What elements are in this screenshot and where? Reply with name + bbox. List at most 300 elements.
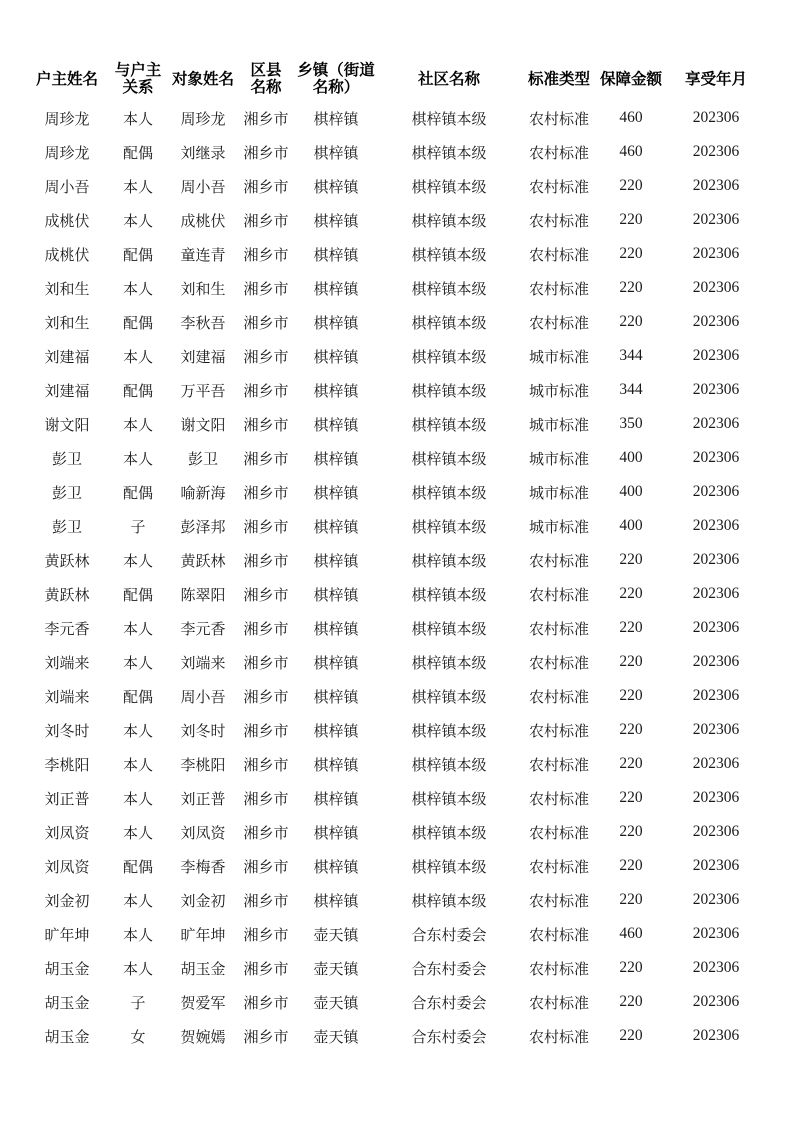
- cell-relation: 本人: [122, 925, 153, 944]
- cell-relation: 女: [130, 1027, 146, 1046]
- header-community-label: 社区名称: [417, 69, 480, 88]
- table-row: [28, 305, 766, 339]
- cell-community: 棋梓镇本级: [411, 517, 487, 536]
- cell-community: 棋梓镇本级: [411, 721, 487, 740]
- cell-period: 202306: [692, 483, 740, 500]
- cell-county: 湘乡市: [243, 177, 289, 196]
- cell-standard-type: 农村标准: [528, 211, 589, 230]
- cell-period: 202306: [692, 891, 740, 908]
- cell-township: 壶天镇: [313, 993, 359, 1012]
- cell-amount: 220: [619, 211, 643, 228]
- cell-community: 棋梓镇本级: [411, 245, 487, 264]
- cell-county: 湘乡市: [243, 347, 289, 366]
- cell-amount: 344: [619, 347, 643, 364]
- cell-relation: 本人: [122, 823, 153, 842]
- cell-standard-type: 农村标准: [528, 857, 589, 876]
- cell-community: 棋梓镇本级: [411, 755, 487, 774]
- cell-community: 棋梓镇本级: [411, 823, 487, 842]
- table-row: [28, 951, 766, 985]
- table-row: [28, 849, 766, 883]
- cell-standard-type: 农村标准: [528, 109, 589, 128]
- cell-township: 棋梓镇: [313, 823, 359, 842]
- cell-community: 合东村委会: [411, 925, 487, 944]
- cell-standard-type: 农村标准: [528, 891, 589, 910]
- cell-amount: 220: [619, 755, 643, 772]
- cell-township: 棋梓镇: [313, 415, 359, 434]
- header-relation: [106, 57, 170, 101]
- cell-standard-type: 城市标准: [528, 483, 589, 502]
- cell-county: 湘乡市: [243, 959, 289, 978]
- cell-amount: 220: [619, 551, 643, 568]
- cell-township: 棋梓镇: [313, 687, 359, 706]
- cell-relation: 本人: [122, 653, 153, 672]
- cell-householder-name: 刘建福: [44, 347, 90, 366]
- cell-township: 棋梓镇: [313, 177, 359, 196]
- table-row: [28, 815, 766, 849]
- table-row: [28, 441, 766, 475]
- cell-householder-name: 刘凤资: [44, 857, 90, 876]
- cell-community: 棋梓镇本级: [411, 381, 487, 400]
- cell-recipient-name: 喻新海: [180, 483, 226, 502]
- cell-householder-name: 彭卫: [51, 517, 82, 536]
- cell-standard-type: 农村标准: [528, 721, 589, 740]
- cell-township: 棋梓镇: [313, 449, 359, 468]
- cell-community: 棋梓镇本级: [411, 857, 487, 876]
- cell-amount: 400: [619, 449, 643, 466]
- header-period-label: 享受年月: [684, 69, 747, 88]
- cell-township: 棋梓镇: [313, 789, 359, 808]
- cell-community: 棋梓镇本级: [411, 687, 487, 706]
- cell-township: 棋梓镇: [313, 279, 359, 298]
- cell-county: 湘乡市: [243, 483, 289, 502]
- cell-county: 湘乡市: [243, 211, 289, 230]
- cell-community: 棋梓镇本级: [411, 279, 487, 298]
- cell-standard-type: 城市标准: [528, 415, 589, 434]
- cell-period: 202306: [692, 517, 740, 534]
- header-county: [236, 57, 296, 101]
- cell-standard-type: 农村标准: [528, 245, 589, 264]
- cell-county: 湘乡市: [243, 585, 289, 604]
- table-row: [28, 781, 766, 815]
- table-row: [28, 203, 766, 237]
- cell-standard-type: 农村标准: [528, 959, 589, 978]
- cell-period: 202306: [692, 789, 740, 806]
- header-community: [376, 57, 522, 101]
- cell-amount: 220: [619, 891, 643, 908]
- cell-amount: 220: [619, 279, 643, 296]
- cell-county: 湘乡市: [243, 619, 289, 638]
- cell-recipient-name: 周珍龙: [180, 109, 226, 128]
- cell-township: 壶天镇: [313, 1027, 359, 1046]
- cell-community: 棋梓镇本级: [411, 211, 487, 230]
- header-period: [666, 57, 766, 101]
- cell-township: 壶天镇: [313, 959, 359, 978]
- cell-relation: 本人: [122, 109, 153, 128]
- cell-householder-name: 刘建福: [44, 381, 90, 400]
- cell-standard-type: 农村标准: [528, 653, 589, 672]
- table-row: [28, 373, 766, 407]
- cell-community: 棋梓镇本级: [411, 891, 487, 910]
- header-amount-label: 保障金额: [599, 69, 662, 88]
- cell-county: 湘乡市: [243, 721, 289, 740]
- cell-township: 棋梓镇: [313, 755, 359, 774]
- cell-householder-name: 胡玉金: [44, 959, 90, 978]
- table-row: [28, 985, 766, 1019]
- cell-relation: 本人: [122, 789, 153, 808]
- cell-relation: 本人: [122, 551, 153, 570]
- cell-amount: 220: [619, 653, 643, 670]
- cell-period: 202306: [692, 381, 740, 398]
- cell-recipient-name: 刘凤资: [180, 823, 226, 842]
- cell-amount: 220: [619, 721, 643, 738]
- cell-standard-type: 农村标准: [528, 823, 589, 842]
- cell-period: 202306: [692, 925, 740, 942]
- table-row: [28, 543, 766, 577]
- cell-householder-name: 胡玉金: [44, 993, 90, 1012]
- cell-period: 202306: [692, 415, 740, 432]
- cell-relation: 配偶: [122, 585, 153, 604]
- cell-standard-type: 农村标准: [528, 755, 589, 774]
- cell-county: 湘乡市: [243, 551, 289, 570]
- table-row: [28, 577, 766, 611]
- cell-recipient-name: 刘正普: [180, 789, 226, 808]
- cell-township: 壶天镇: [313, 925, 359, 944]
- cell-amount: 220: [619, 857, 643, 874]
- cell-recipient-name: 刘端来: [180, 653, 226, 672]
- cell-recipient-name: 李元香: [180, 619, 226, 638]
- cell-township: 棋梓镇: [313, 313, 359, 332]
- table-row: [28, 747, 766, 781]
- cell-township: 棋梓镇: [313, 143, 359, 162]
- table-row: [28, 271, 766, 305]
- cell-amount: 400: [619, 517, 643, 534]
- cell-community: 合东村委会: [411, 959, 487, 978]
- cell-recipient-name: 李梅香: [180, 857, 226, 876]
- cell-county: 湘乡市: [243, 245, 289, 264]
- cell-standard-type: 城市标准: [528, 347, 589, 366]
- table-row: [28, 1019, 766, 1053]
- cell-recipient-name: 万平吾: [180, 381, 226, 400]
- cell-recipient-name: 彭卫: [187, 449, 218, 468]
- cell-recipient-name: 谢文阳: [180, 415, 226, 434]
- cell-community: 合东村委会: [411, 993, 487, 1012]
- cell-relation: 配偶: [122, 245, 153, 264]
- table-header: [28, 57, 766, 101]
- cell-county: 湘乡市: [243, 993, 289, 1012]
- header-township-label: 乡镇（街道 名称）: [297, 61, 375, 96]
- cell-county: 湘乡市: [243, 313, 289, 332]
- cell-county: 湘乡市: [243, 517, 289, 536]
- cell-relation: 本人: [122, 755, 153, 774]
- cell-householder-name: 成桃伏: [44, 245, 90, 264]
- cell-township: 棋梓镇: [313, 381, 359, 400]
- cell-community: 棋梓镇本级: [411, 449, 487, 468]
- cell-community: 棋梓镇本级: [411, 619, 487, 638]
- table-row: [28, 509, 766, 543]
- cell-recipient-name: 刘冬时: [180, 721, 226, 740]
- cell-recipient-name: 刘和生: [180, 279, 226, 298]
- cell-period: 202306: [692, 857, 740, 874]
- cell-amount: 220: [619, 1027, 643, 1044]
- cell-township: 棋梓镇: [313, 891, 359, 910]
- cell-period: 202306: [692, 993, 740, 1010]
- cell-township: 棋梓镇: [313, 347, 359, 366]
- cell-relation: 配偶: [122, 857, 153, 876]
- cell-amount: 220: [619, 687, 643, 704]
- cell-standard-type: 农村标准: [528, 313, 589, 332]
- table-row: [28, 135, 766, 169]
- cell-period: 202306: [692, 449, 740, 466]
- table-row: [28, 407, 766, 441]
- table-row: [28, 101, 766, 135]
- cell-householder-name: 刘端来: [44, 653, 90, 672]
- cell-county: 湘乡市: [243, 823, 289, 842]
- cell-period: 202306: [692, 347, 740, 364]
- cell-relation: 本人: [122, 211, 153, 230]
- cell-period: 202306: [692, 755, 740, 772]
- cell-period: 202306: [692, 143, 740, 160]
- cell-community: 棋梓镇本级: [411, 551, 487, 570]
- cell-period: 202306: [692, 619, 740, 636]
- cell-period: 202306: [692, 959, 740, 976]
- cell-township: 棋梓镇: [313, 211, 359, 230]
- cell-county: 湘乡市: [243, 109, 289, 128]
- cell-community: 棋梓镇本级: [411, 585, 487, 604]
- cell-community: 棋梓镇本级: [411, 347, 487, 366]
- cell-amount: 460: [619, 925, 643, 942]
- cell-standard-type: 农村标准: [528, 619, 589, 638]
- cell-recipient-name: 成桃伏: [180, 211, 226, 230]
- cell-relation: 子: [130, 993, 146, 1012]
- cell-county: 湘乡市: [243, 143, 289, 162]
- cell-recipient-name: 刘继录: [180, 143, 226, 162]
- cell-county: 湘乡市: [243, 755, 289, 774]
- cell-standard-type: 城市标准: [528, 449, 589, 468]
- cell-relation: 本人: [122, 177, 153, 196]
- cell-householder-name: 刘端来: [44, 687, 90, 706]
- cell-county: 湘乡市: [243, 891, 289, 910]
- cell-county: 湘乡市: [243, 1027, 289, 1046]
- cell-relation: 配偶: [122, 313, 153, 332]
- cell-amount: 460: [619, 143, 643, 160]
- cell-standard-type: 农村标准: [528, 993, 589, 1012]
- cell-period: 202306: [692, 653, 740, 670]
- cell-township: 棋梓镇: [313, 517, 359, 536]
- assistance-table: [28, 57, 766, 1053]
- cell-recipient-name: 童连青: [180, 245, 226, 264]
- cell-recipient-name: 黄跃林: [180, 551, 226, 570]
- cell-relation: 本人: [122, 449, 153, 468]
- cell-community: 棋梓镇本级: [411, 415, 487, 434]
- cell-amount: 400: [619, 483, 643, 500]
- cell-community: 棋梓镇本级: [411, 653, 487, 672]
- cell-period: 202306: [692, 823, 740, 840]
- cell-county: 湘乡市: [243, 687, 289, 706]
- cell-community: 棋梓镇本级: [411, 789, 487, 808]
- header-amount: [596, 57, 666, 101]
- cell-community: 棋梓镇本级: [411, 313, 487, 332]
- cell-householder-name: 周珍龙: [44, 109, 90, 128]
- cell-relation: 本人: [122, 721, 153, 740]
- cell-county: 湘乡市: [243, 857, 289, 876]
- cell-amount: 220: [619, 823, 643, 840]
- table-row: [28, 475, 766, 509]
- cell-standard-type: 城市标准: [528, 381, 589, 400]
- cell-householder-name: 李桃阳: [44, 755, 90, 774]
- cell-township: 棋梓镇: [313, 619, 359, 638]
- header-recipient-name: [170, 57, 236, 101]
- cell-county: 湘乡市: [243, 415, 289, 434]
- cell-householder-name: 周小吾: [44, 177, 90, 196]
- cell-householder-name: 旷年坤: [44, 925, 90, 944]
- table-body: [28, 101, 766, 1053]
- cell-recipient-name: 李桃阳: [180, 755, 226, 774]
- header-householder-name-label: 户主姓名: [35, 69, 98, 88]
- cell-county: 湘乡市: [243, 653, 289, 672]
- cell-amount: 220: [619, 313, 643, 330]
- cell-period: 202306: [692, 721, 740, 738]
- table-row: [28, 169, 766, 203]
- cell-standard-type: 农村标准: [528, 143, 589, 162]
- cell-township: 棋梓镇: [313, 483, 359, 502]
- cell-relation: 本人: [122, 347, 153, 366]
- cell-period: 202306: [692, 551, 740, 568]
- cell-standard-type: 农村标准: [528, 177, 589, 196]
- table-row: [28, 917, 766, 951]
- cell-amount: 220: [619, 245, 643, 262]
- cell-relation: 本人: [122, 959, 153, 978]
- cell-county: 湘乡市: [243, 279, 289, 298]
- cell-period: 202306: [692, 1027, 740, 1044]
- table-row: [28, 611, 766, 645]
- header-relation-label: 与户主 关系: [114, 61, 162, 96]
- table-row: [28, 883, 766, 917]
- cell-recipient-name: 彭泽邦: [180, 517, 226, 536]
- cell-householder-name: 刘凤资: [44, 823, 90, 842]
- cell-amount: 220: [619, 177, 643, 194]
- cell-county: 湘乡市: [243, 925, 289, 944]
- cell-township: 棋梓镇: [313, 857, 359, 876]
- header-recipient-name-label: 对象姓名: [171, 69, 234, 88]
- cell-community: 棋梓镇本级: [411, 177, 487, 196]
- header-standard-type: [522, 57, 596, 101]
- cell-householder-name: 刘金初: [44, 891, 90, 910]
- cell-period: 202306: [692, 585, 740, 602]
- cell-township: 棋梓镇: [313, 109, 359, 128]
- cell-period: 202306: [692, 313, 740, 330]
- cell-householder-name: 刘和生: [44, 279, 90, 298]
- cell-township: 棋梓镇: [313, 721, 359, 740]
- table-row: [28, 679, 766, 713]
- cell-period: 202306: [692, 279, 740, 296]
- cell-relation: 配偶: [122, 687, 153, 706]
- cell-recipient-name: 胡玉金: [180, 959, 226, 978]
- cell-period: 202306: [692, 687, 740, 704]
- cell-standard-type: 农村标准: [528, 789, 589, 808]
- cell-standard-type: 农村标准: [528, 279, 589, 298]
- cell-standard-type: 城市标准: [528, 517, 589, 536]
- cell-period: 202306: [692, 245, 740, 262]
- cell-standard-type: 农村标准: [528, 551, 589, 570]
- cell-householder-name: 成桃伏: [44, 211, 90, 230]
- cell-householder-name: 谢文阳: [44, 415, 90, 434]
- cell-householder-name: 刘和生: [44, 313, 90, 332]
- cell-relation: 本人: [122, 415, 153, 434]
- cell-householder-name: 胡玉金: [44, 1027, 90, 1046]
- cell-amount: 220: [619, 585, 643, 602]
- table-row: [28, 339, 766, 373]
- table-row: [28, 645, 766, 679]
- cell-householder-name: 刘正普: [44, 789, 90, 808]
- cell-standard-type: 农村标准: [528, 925, 589, 944]
- cell-community: 棋梓镇本级: [411, 483, 487, 502]
- cell-householder-name: 彭卫: [51, 449, 82, 468]
- table-row: [28, 713, 766, 747]
- cell-recipient-name: 贺爱军: [180, 993, 226, 1012]
- cell-recipient-name: 旷年坤: [180, 925, 226, 944]
- cell-relation: 本人: [122, 279, 153, 298]
- header-standard-type-label: 标准类型: [527, 69, 590, 88]
- header-county-label: 区县 名称: [250, 61, 282, 96]
- cell-amount: 350: [619, 415, 643, 432]
- cell-recipient-name: 李秋吾: [180, 313, 226, 332]
- cell-township: 棋梓镇: [313, 585, 359, 604]
- cell-recipient-name: 刘建福: [180, 347, 226, 366]
- cell-householder-name: 李元香: [44, 619, 90, 638]
- cell-recipient-name: 贺婉嫣: [180, 1027, 226, 1046]
- header-township: [296, 57, 376, 101]
- cell-recipient-name: 陈翠阳: [180, 585, 226, 604]
- cell-relation: 本人: [122, 891, 153, 910]
- cell-relation: 配偶: [122, 381, 153, 400]
- cell-householder-name: 周珍龙: [44, 143, 90, 162]
- header-row: [28, 57, 766, 101]
- cell-amount: 460: [619, 109, 643, 126]
- cell-amount: 344: [619, 381, 643, 398]
- cell-county: 湘乡市: [243, 789, 289, 808]
- header-householder-name: [28, 57, 106, 101]
- cell-recipient-name: 刘金初: [180, 891, 226, 910]
- cell-period: 202306: [692, 109, 740, 126]
- cell-recipient-name: 周小吾: [180, 687, 226, 706]
- cell-householder-name: 刘冬时: [44, 721, 90, 740]
- cell-community: 合东村委会: [411, 1027, 487, 1046]
- cell-period: 202306: [692, 211, 740, 228]
- cell-recipient-name: 周小吾: [180, 177, 226, 196]
- cell-county: 湘乡市: [243, 381, 289, 400]
- cell-householder-name: 黄跃林: [44, 585, 90, 604]
- cell-amount: 220: [619, 789, 643, 806]
- cell-amount: 220: [619, 959, 643, 976]
- cell-relation: 配偶: [122, 143, 153, 162]
- cell-relation: 子: [130, 517, 146, 536]
- cell-standard-type: 农村标准: [528, 1027, 589, 1046]
- cell-householder-name: 彭卫: [51, 483, 82, 502]
- cell-amount: 220: [619, 619, 643, 636]
- cell-township: 棋梓镇: [313, 653, 359, 672]
- cell-householder-name: 黄跃林: [44, 551, 90, 570]
- cell-standard-type: 农村标准: [528, 687, 589, 706]
- cell-community: 棋梓镇本级: [411, 109, 487, 128]
- cell-county: 湘乡市: [243, 449, 289, 468]
- table-row: [28, 237, 766, 271]
- cell-relation: 本人: [122, 619, 153, 638]
- cell-period: 202306: [692, 177, 740, 194]
- cell-township: 棋梓镇: [313, 551, 359, 570]
- cell-relation: 配偶: [122, 483, 153, 502]
- cell-standard-type: 农村标准: [528, 585, 589, 604]
- cell-township: 棋梓镇: [313, 245, 359, 264]
